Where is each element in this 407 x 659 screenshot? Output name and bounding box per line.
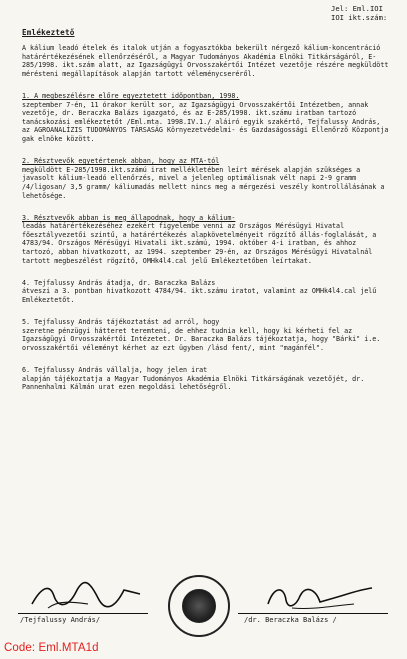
paragraph-6-text: alapján tájékoztatja a Magyar Tudományos Akadémia Elnöki Titkárságának vezetőjét, dr. Pannenhalmi Kálmán urat ezen megoldási lehetőségről. xyxy=(22,374,365,392)
paragraph-4-lead: 4. Tejfalussy András átadja, dr. Baraczka Balázs xyxy=(22,278,216,287)
paragraph-5-lead: 5. Tejfalussy András tájékoztatást ad arról, hogy xyxy=(22,318,220,327)
paragraph-6-lead: 6. Tejfalussy András vállalja, hogy jelen irat xyxy=(22,366,208,375)
paragraph-4 xyxy=(22,270,390,304)
ikt-line: IOI ikt.szám: xyxy=(331,13,388,22)
document-title: Emlékeztető xyxy=(22,28,75,37)
paragraph-5 xyxy=(22,310,390,353)
header-reference xyxy=(331,4,401,22)
signature-line-left xyxy=(18,613,148,614)
paragraph-4-text: átveszi a 3. pontban hivatkozott 4784/94. ikt.számu iratot, valamint az OMHk4l4.cal jelű Emlékeztetőt. xyxy=(22,287,377,305)
signature-line-right xyxy=(238,613,388,614)
document-body xyxy=(22,44,390,397)
signature-right-image xyxy=(262,580,380,614)
paragraph-1-lead: 1. A megbeszélésre előre egyeztetett időpontban, 1998. xyxy=(22,91,240,100)
paragraph-2-text: megküldött E-285/1998.ikt.számú irat mellékletében leírt mérések alapján szükséges a javasolt kálium-leadó ellenőrzés, mivel a jelenleg optimálisnak vélt napi 2-9 gramm /4/ligosan/ 3,5 gramm/ káliumadás mellett nincs meg a mérgezési veszély kontrollálásának a lehetősége. xyxy=(22,165,385,200)
paragraph-6 xyxy=(22,358,390,392)
intro-paragraph: A kálium leadó ételek és italok utján a fogyasztókba bekerült nérgező kálium-koncentráció határértékezésének ellenőrzéséről, a Magyar Tudományos Akadémia Elnöki Titkárságáról, E-285/1998. ikt.szám alatt, az Igazságügyi Orvosszakértői Intézet vezetője részére megküldött mérésteni megállapítások alapján tartott véleménycseréről. xyxy=(22,44,389,78)
paragraph-3 xyxy=(22,205,390,265)
paragraph-3-text: leadás határértékezéséhez ezekért figyelembe venni az Országos Mérésügyi Hivatal főesztályvezetői szintű, a határértékezés alapkövetelményeit rögzítő állás-foglalását, a 4783/94. Országos Mérésügyi Hivatali ikt.számú, 1994. október 4-i iratban, és ahhoz tartozó, abban hivatkozott, az 1994. szeptember 29-én, az Országos Mérésügyi Hivatalnál tartott megbeszélést rögzítő, OMHk4l4.cal jelű Emlékeztetőben leírtakat. xyxy=(22,222,377,265)
signature-name-right: /dr. Beraczka Balázs / xyxy=(244,616,337,624)
paragraph-2-lead: 2. Résztvevők egyetértenek abban, hogy az MTA-tól xyxy=(22,157,220,166)
paragraph-2 xyxy=(22,149,390,201)
paragraph-3-lead: 3. Résztvevők abban is meg állapodnak, hogy a kálium- xyxy=(22,213,236,222)
paragraph-1 xyxy=(22,83,390,143)
paragraph-1-text: szeptember 7-én, 11 órakor került sor, az Igazságügyi Orvosszakértői Intézetben, annak vezetője, dr. Beraczka Balázs igazgató, és az E-285/1998. ikt.számu iratban tartozó tanácskozási emlékeztetőt /Eml.mta. 1998.IV.1./ aláiró egyik szakértő, Tejfalussy András, az AGROANALÍZIS TUDOMÁNYOS TÁRSASÁG Környezetvédelmi- és Gazdaságossági Ellenőrző Központja gak elnöke között. xyxy=(22,100,389,143)
paragraph-5-text: szeretne pénzügyi hátteret teremteni, de ehhez tudnia kell, hogy ki kérheti fel az Igazságügyi Orvosszakértői Intézetet. Dr. Baraczka Balázs tájékoztatja, hogy "Bárki" i.e. orvosszakértői véleményt kérhet az ezt ügyben /lásd fent/, mint "magánfél". xyxy=(22,326,381,352)
footer-code: Code: Eml.MTA1d xyxy=(4,642,99,654)
official-stamp xyxy=(168,575,230,637)
stamp-emblem xyxy=(182,589,216,623)
signature-left-image xyxy=(28,578,148,614)
signature-name-left: /Tejfalussy András/ xyxy=(20,616,101,624)
jel-line: Jel: Eml.IOI xyxy=(331,4,383,13)
